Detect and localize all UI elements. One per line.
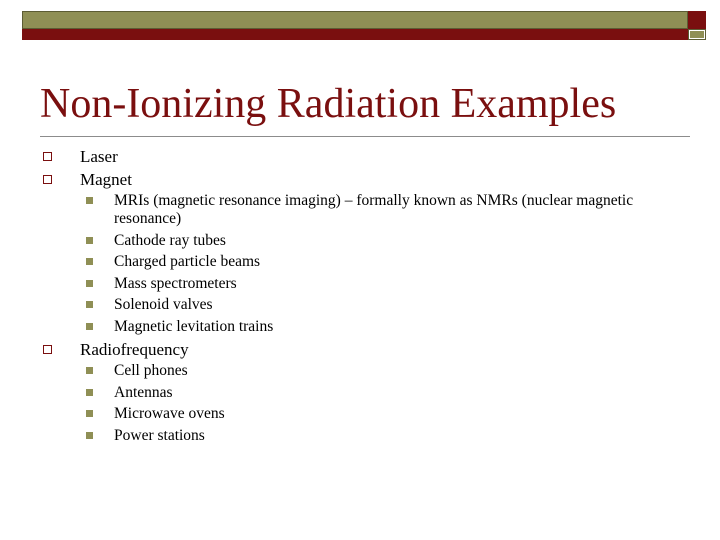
square-bullet-icon (43, 175, 52, 184)
square-bullet-icon (43, 152, 52, 161)
bullet-item-laser (0, 146, 680, 167)
sub-bullet-label: MRIs (magnetic resonance imaging) – formally known as NMRs (nuclear magnetic resonance) (114, 192, 634, 227)
sub-bullet-label: Magnetic levitation trains (114, 317, 274, 335)
sub-bullet-item (0, 296, 654, 314)
sub-bullet-label: Solenoid valves (114, 296, 213, 313)
filled-square-bullet-icon (86, 323, 93, 330)
filled-square-bullet-icon (86, 367, 93, 374)
filled-square-bullet-icon (86, 301, 93, 308)
filled-square-bullet-icon (86, 280, 93, 287)
sub-bullet-item (0, 318, 654, 336)
sub-bullet-item (0, 362, 654, 380)
title-divider (40, 136, 690, 137)
filled-square-bullet-icon (86, 258, 93, 265)
sub-bullet-item (0, 275, 654, 293)
sub-bullet-item (0, 384, 654, 402)
sub-bullet-label: Cathode ray tubes (114, 231, 226, 249)
sub-bullet-item (0, 192, 654, 228)
filled-square-bullet-icon (86, 410, 93, 417)
sub-bullet-item (0, 405, 654, 423)
filled-square-bullet-icon (86, 432, 93, 439)
header-bar-olive (22, 11, 688, 29)
sub-bullet-item (0, 253, 654, 271)
sub-bullet-label: Mass spectrometers (114, 274, 237, 292)
sub-bullet-label: Microwave ovens (114, 405, 225, 422)
slide-title: Non-Ionizing Radiation Examples (40, 81, 617, 127)
bullet-label: Radiofrequency (80, 340, 189, 359)
square-bullet-icon (43, 345, 52, 354)
sub-bullet-list (80, 362, 680, 445)
filled-square-bullet-icon (86, 389, 93, 396)
sub-bullet-label: Cell phones (114, 362, 188, 379)
bullet-label: Laser (80, 147, 118, 166)
sub-bullet-label: Antennas (114, 383, 173, 401)
bullet-item-magnet (0, 169, 680, 336)
bullet-item-radiofrequency (0, 339, 680, 445)
bullet-label: Magnet (80, 170, 132, 189)
sub-bullet-label: Charged particle beams (114, 253, 261, 270)
filled-square-bullet-icon (86, 197, 93, 204)
sub-bullet-item (0, 427, 654, 445)
bullet-list (0, 146, 720, 445)
header-square-olive (688, 29, 706, 40)
sub-bullet-label: Power stations (114, 426, 205, 444)
slide-content (0, 146, 720, 448)
header-square-maroon (688, 11, 706, 29)
sub-bullet-list (80, 192, 680, 336)
filled-square-bullet-icon (86, 237, 93, 244)
header-bar-maroon (22, 29, 688, 40)
sub-bullet-item (0, 232, 654, 250)
